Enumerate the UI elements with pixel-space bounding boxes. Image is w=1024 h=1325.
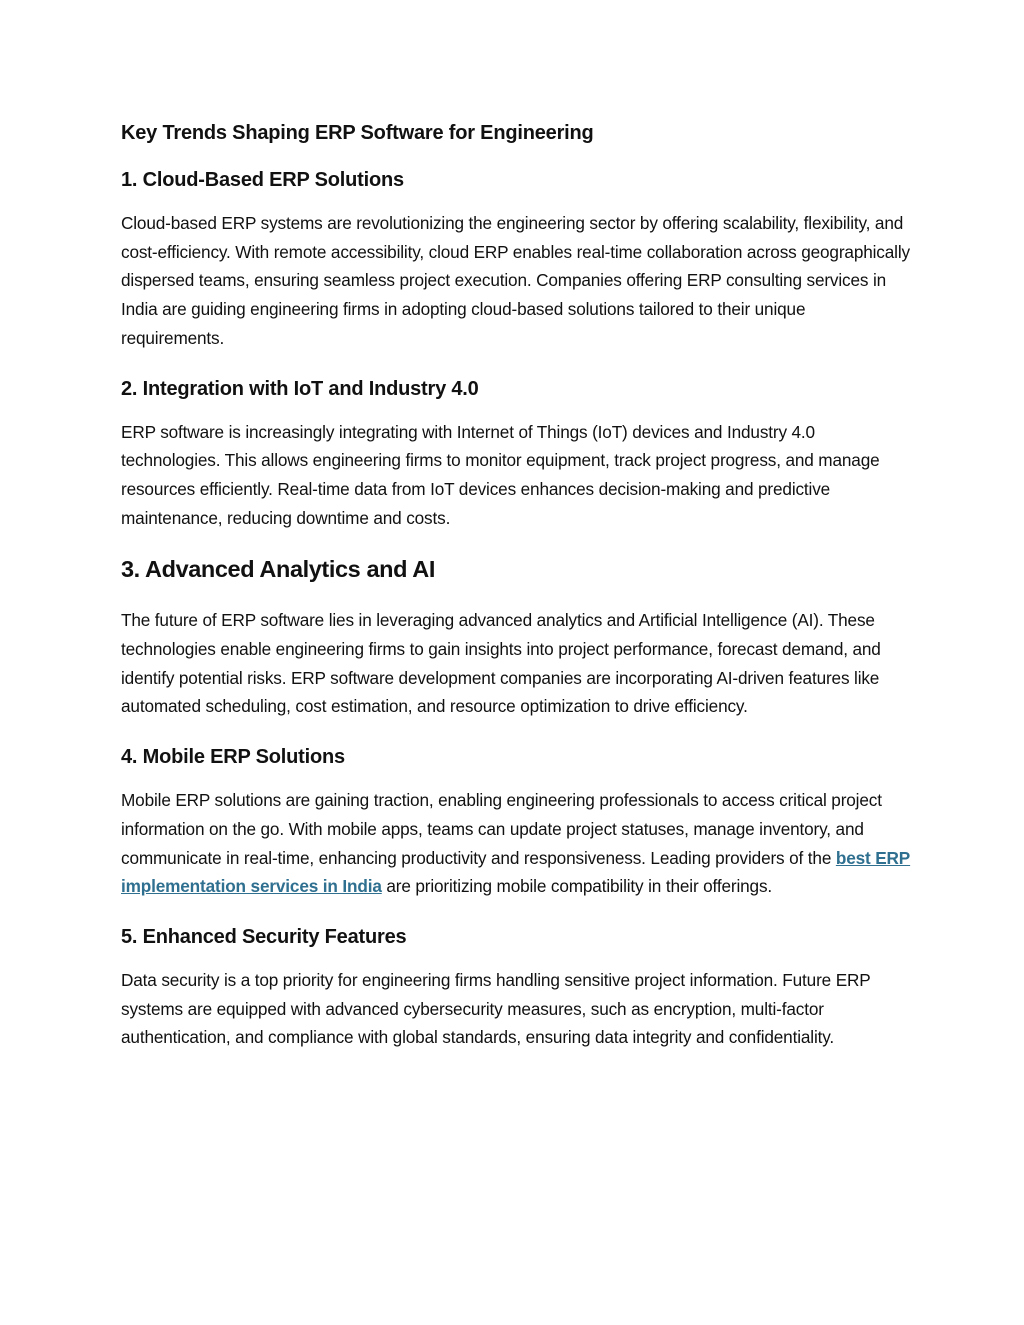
- section-body-mobile-erp-text-before: Mobile ERP solutions are gaining traction, enabling engineering professionals to access critical project information on the go. With mobile apps, teams can update project statuses, manage inventory, and communicate in real-time, enhancing productivity and responsiveness. Leading providers of the: [121, 790, 882, 868]
- section-body-mobile-erp: [121, 786, 911, 901]
- section-body-cloud-erp: Cloud-based ERP systems are revolutionizing the engineering sector by offering scalability, flexibility, and cost-efficiency. With remote accessibility, cloud ERP enables real-time collaboration across geographically dispersed teams, ensuring seamless project execution. Companies offering ERP consulting services in India are guiding engineering firms in adopting cloud-based solutions tailored to their unique requirements.: [121, 213, 910, 348]
- section-mobile-erp: [121, 742, 911, 901]
- section-analytics-ai: [121, 553, 911, 721]
- document-title: Key Trends Shaping ERP Software for Engineering: [121, 122, 594, 144]
- section-iot-integration: [121, 374, 911, 533]
- section-body-security: Data security is a top priority for engineering firms handling sensitive project information. Future ERP systems are equipped with advanced cybersecurity measures, such as encryption, multi-factor authentication, and compliance with global standards, ensuring data integrity and confidentiality.: [121, 969, 871, 1048]
- document-page: [121, 118, 911, 1073]
- section-body-mobile-erp-text-after: are prioritizing mobile compatibility in their offerings.: [381, 876, 773, 897]
- section-heading-iot-integration: 2. Integration with IoT and Industry 4.0: [121, 377, 479, 400]
- section-heading-mobile-erp: 4. Mobile ERP Solutions: [121, 746, 345, 769]
- section-body-analytics-ai: The future of ERP software lies in leveraging advanced analytics and Artificial Intelligence (AI). These technologies enable engineering firms to gain insights into project performance, forecast demand, and identify potential risks. ERP software development companies are incorporating AI-driven features like automated scheduling, cost estimation, and resource optimization to drive efficiency.: [121, 610, 881, 717]
- section-cloud-erp: [121, 165, 911, 353]
- erp-implementation-services-link[interactable]: best ERP implementation services in India: [121, 847, 911, 897]
- section-body-iot-integration: ERP software is increasingly integrating with Internet of Things (IoT) devices and Industry 4.0 technologies. This allows engineering firms to monitor equipment, track project progress, and manage resources efficiently. Real-time data from IoT devices enhances decision-making and predictive maintenance, reducing downtime and costs.: [121, 421, 880, 528]
- section-heading-security: 5. Enhanced Security Features: [121, 925, 407, 948]
- section-heading-analytics-ai: 3. Advanced Analytics and AI: [121, 556, 435, 583]
- section-heading-cloud-erp: 1. Cloud-Based ERP Solutions: [121, 169, 404, 191]
- section-security: [121, 922, 911, 1052]
